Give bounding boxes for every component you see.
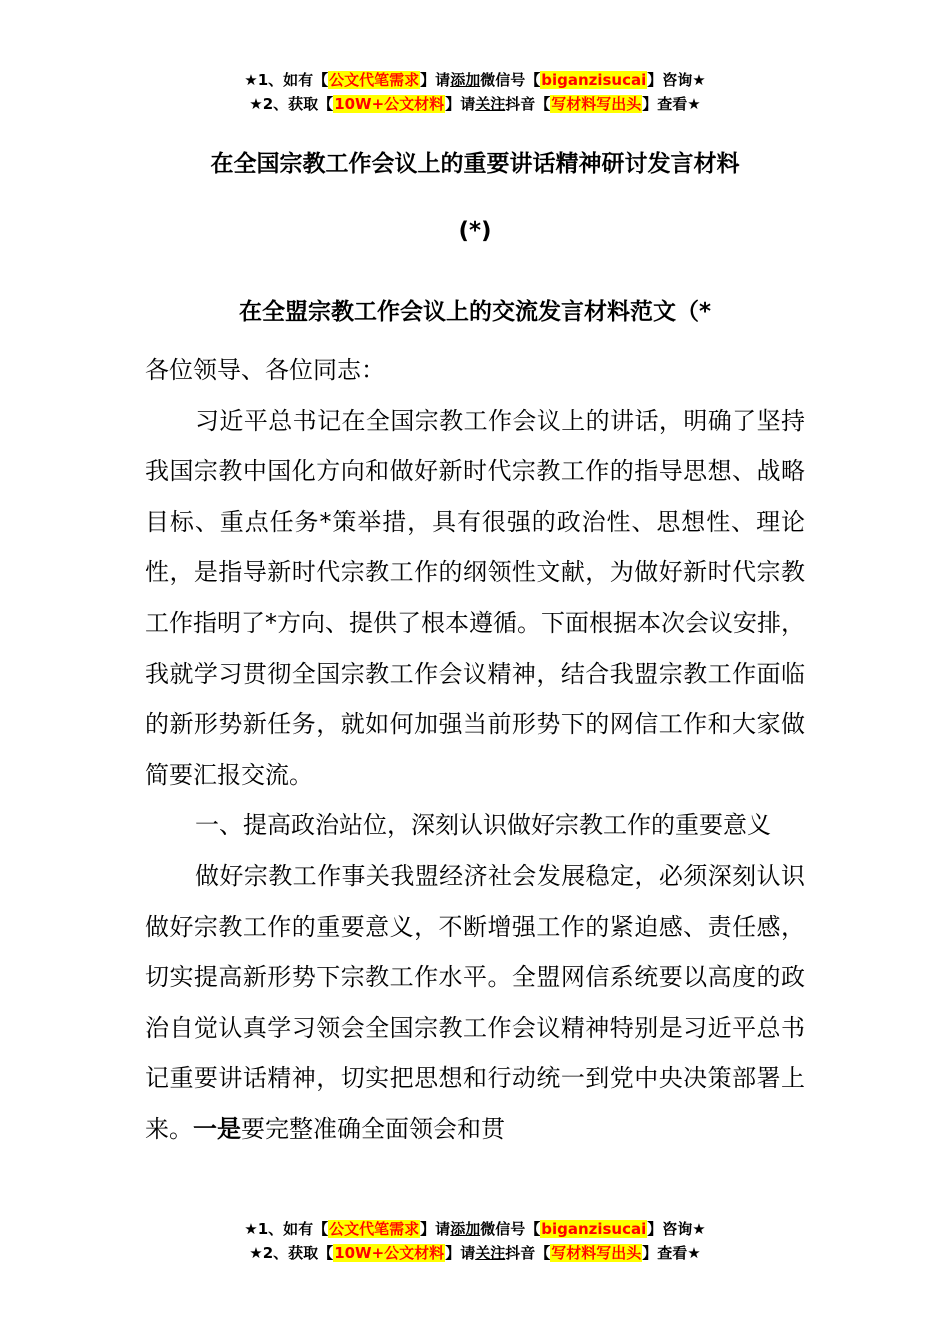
banner-highlight: 公文代笔需求 [329,1220,420,1238]
banner-text: ★2、获取【 [249,1244,334,1262]
banner-line-1 [0,68,950,92]
banner-highlight: 10W+公文材料 [334,95,445,113]
banner-text: 】咨询★ [647,71,706,89]
banner-text: 】请 [445,95,476,113]
paragraph-lead-bold: 一是 [193,1114,241,1143]
banner-highlight: biganzisucai [541,1220,647,1238]
paragraph-text: 做好宗教工作事关我盟经济社会发展稳定，必须深刻认识做好宗教工作的重要意义，不断增强工作的紧迫感、责任感，切实提高新形势下宗教工作水平。全盟网信系统要以高度的政治自觉认真学习领会全国宗教工作会议精神特别是习近平总书记重要讲话精神，切实把思想和行动统一到党中央决策部署上来。 [145,861,805,1143]
paragraph: 习近平总书记在全国宗教工作会议上的讲话，明确了坚持我国宗教中国化方向和做好新时代宗教工作的指导思想、战略目标、重点任务*策举措，具有很强的政治性、思想性、理论性，是指导新时代宗教工作的纲领性文献，为做好新时代宗教工作指明了*方向、提供了根本遵循。下面根据本次会议安排，我就学习贯彻全国宗教工作会议精神，结合我盟宗教工作面临的新形势新任务，就如何加强当前形势下的网信工作和大家做简要汇报交流。 [145,406,805,789]
document-subtitle: 在全盟宗教工作会议上的交流发言材料范文（* [238,299,712,325]
banner-text: 微信号【 [480,1220,541,1238]
banner-text: 】请 [420,71,451,89]
document-body [145,345,805,1155]
banner-text: 】查看★ [642,95,701,113]
banner-underlined-text: 关注 [475,95,506,113]
banner-text: 抖音【 [505,95,551,113]
banner-highlight: 公文代笔需求 [329,71,420,89]
banner-line-2 [0,1241,950,1265]
banner-line-2 [0,92,950,116]
salutation: 各位领导、各位同志： [145,356,385,384]
banner-text: 抖音【 [505,1244,551,1262]
banner-line-1 [0,1217,950,1241]
header-banner [0,68,950,116]
banner-text: ★1、如有【 [244,71,329,89]
footer-banner [0,1217,950,1265]
banner-text: 】请 [445,1244,476,1262]
banner-text: 】请 [420,1220,451,1238]
paragraph [145,851,805,1155]
document-title-paren: (*) [458,218,492,244]
paragraph-text: 要完整准确全面领会和贯 [241,1114,505,1143]
section-heading: 一、提高政治站位，深刻认识做好宗教工作的重要意义 [195,811,771,840]
banner-underlined-text: 添加 [450,1220,481,1238]
banner-highlight: biganzisucai [541,71,647,89]
banner-text: 微信号【 [480,71,541,89]
banner-underlined-text: 关注 [475,1244,506,1262]
banner-highlight: 写材料写出头 [551,1244,642,1262]
banner-highlight: 10W+公文材料 [334,1244,445,1262]
banner-text: ★1、如有【 [244,1220,329,1238]
banner-text: 】查看★ [642,1244,701,1262]
banner-underlined-text: 添加 [450,71,481,89]
banner-text: ★2、获取【 [249,95,334,113]
banner-text: 】咨询★ [647,1220,706,1238]
document-title: 在全国宗教工作会议上的重要讲话精神研讨发言材料 [210,151,740,177]
banner-highlight: 写材料写出头 [551,95,642,113]
